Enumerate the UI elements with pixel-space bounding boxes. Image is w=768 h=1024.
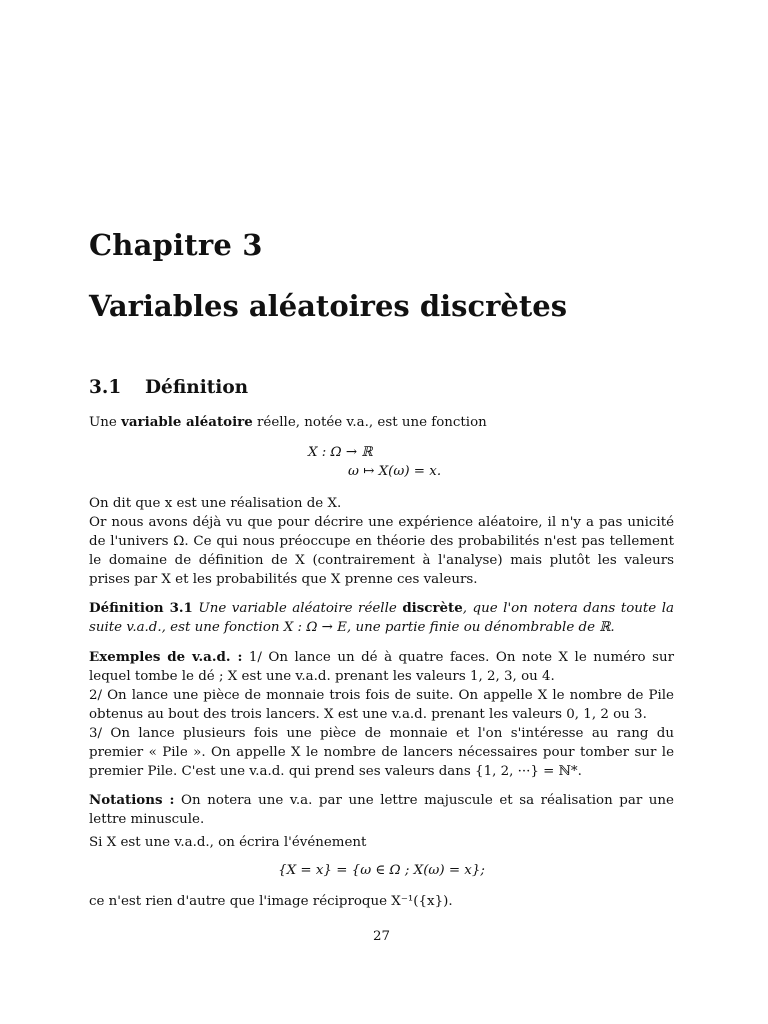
notations-label: Notations : — [89, 792, 175, 808]
intro-term: variable aléatoire — [121, 414, 253, 430]
example-1: 1/ On lance un dé à quatre faces. On note X le numéro sur lequel tombe le dé ; X est une v.a.d. prenant les valeurs 1, 2, 3, ou 4. — [89, 650, 674, 684]
intro-post: réelle, notée v.a., est une fonction — [252, 415, 487, 430]
section-number: 3.1 — [89, 377, 122, 398]
notations-paragraph — [89, 791, 674, 829]
paragraph-univers: Or nous avons déjà vu que pour décrire une expérience aléatoire, il n'y a pas unicité de l'univers Ω. Ce qui nous préoccupe en théorie des probabilités n'est pas tellement le domaine de définition de X (contrairement à l'analyse) mais plutôt les valeurs prises par X et les probabilités que X prenne ces valeurs. — [89, 515, 674, 587]
realisation-line: On dit que x est une réalisation de X. — [89, 496, 342, 511]
examples-label: Exemples de v.a.d. : — [89, 649, 243, 665]
definition-text-pre: Une variable aléatoire réelle — [192, 601, 403, 616]
section-heading — [89, 377, 248, 398]
reciprocal-line: ce n'est rien d'autre que l'image réciproque X⁻¹({x}). — [89, 894, 453, 909]
example-2: 2/ On lance une pièce de monnaie trois fois de suite. On appelle X le nombre de Pile obtenus au bout des trois lancers. X est une v.a.d. prenant les valeurs 0, 1, 2 ou 3. — [89, 688, 674, 722]
page-number: 27 — [372, 929, 391, 944]
definition-3-1 — [89, 599, 674, 637]
formula-line-2: ω ↦ X(ω) = x. — [348, 464, 442, 479]
page — [89, 0, 674, 1024]
definition-label: Définition 3.1 — [89, 600, 193, 616]
definition-term: discrète — [402, 600, 463, 616]
event-intro: Si X est une v.a.d., on écrira l'événement — [89, 835, 367, 850]
definition-text-post: , que l'on notera dans toute la suite v.a.d., est une fonction X : Ω → E, une partie finie ou dénombrable de ℝ. — [89, 601, 674, 635]
chapter-title: Variables aléatoires discrètes — [89, 289, 568, 323]
intro-pre: Une — [89, 415, 122, 430]
examples-paragraph — [89, 648, 674, 781]
intro-paragraph — [89, 413, 674, 432]
chapter-label: Chapitre 3 — [89, 228, 263, 262]
formula-event: {X = x} = {ω ∈ Ω ; X(ω) = x}; — [278, 863, 485, 878]
notations-text: On notera une v.a. par une lettre majuscule et sa réalisation par une lettre minuscule. — [89, 793, 674, 827]
section-title: Définition — [145, 377, 249, 398]
formula-line-1: X : Ω → ℝ — [308, 445, 373, 460]
example-3: 3/ On lance plusieurs fois une pièce de monnaie et l'on s'intéresse au rang du premier « Pile ». On appelle X le nombre de lancers nécessaires pour tomber sur le premier Pile. C'est une v.a.d. qui prend ses valeurs dans {1, 2, ···} = ℕ*. — [89, 726, 674, 779]
formula-function — [89, 443, 674, 481]
